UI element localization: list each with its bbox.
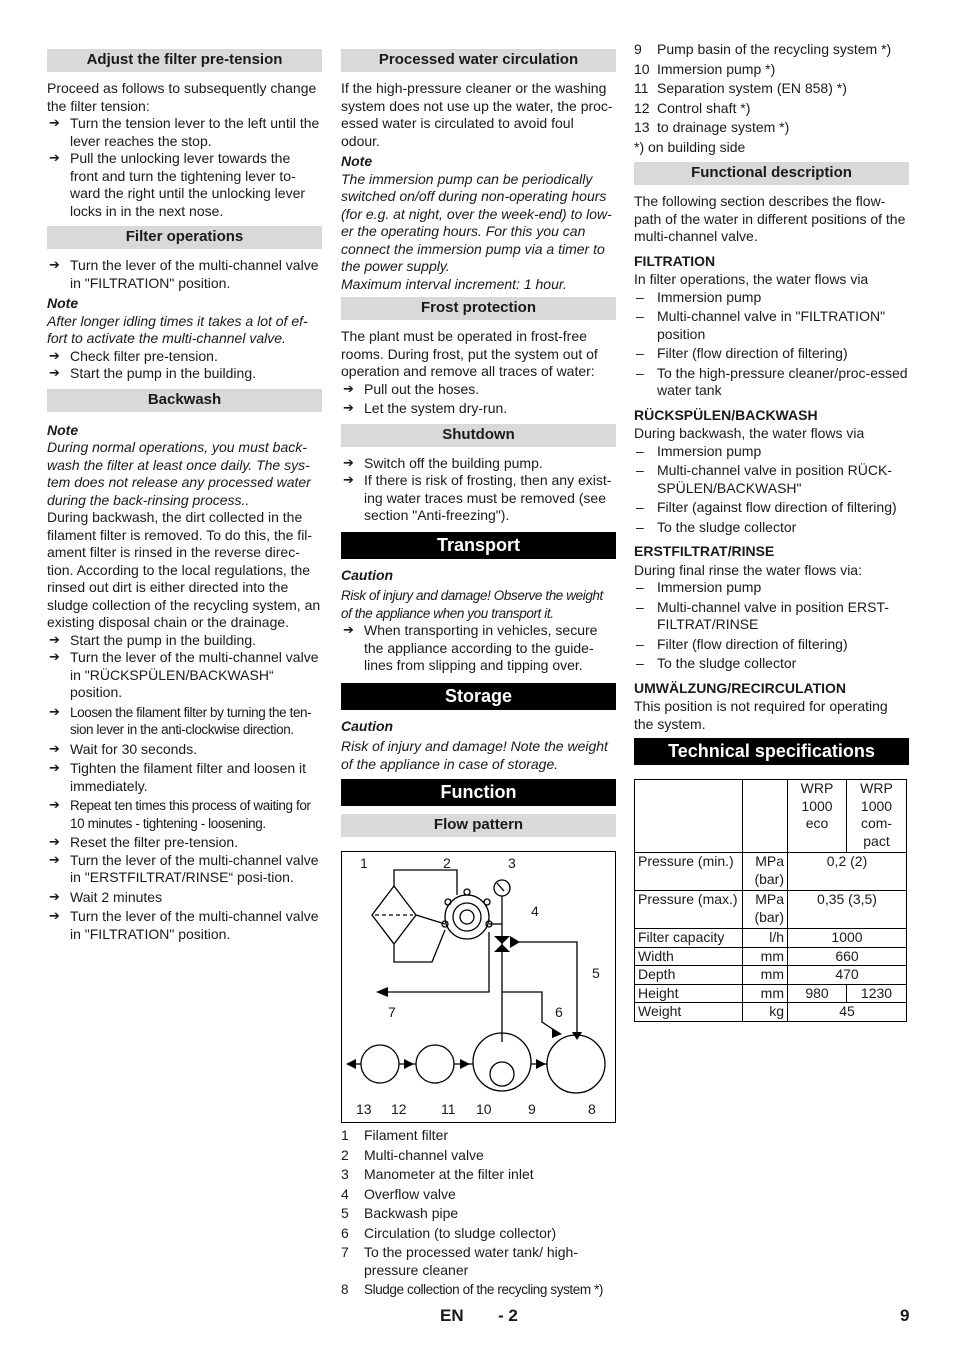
recirculation-text: This position is not required for operating the system. (634, 698, 888, 732)
legend-item: 5 Backwash pipe (341, 1205, 459, 1221)
diagram-label-1: 1 (360, 855, 368, 871)
backwash-intro: During backwash, the water flows via (634, 425, 865, 441)
section-title-backwash: Backwash (47, 389, 322, 412)
footer-page-ref: - 2 (498, 1306, 518, 1325)
filter-ops-note: After longer idling times it takes a lot of ef-fort to activate the multi-channel valve. (47, 312, 308, 346)
legend-item: 4 Overflow valve (341, 1185, 456, 1202)
section-title-filter-operations: Filter operations (47, 226, 322, 249)
legend-item: 7 To the processed water tank/ high-pressure cleaner (341, 1244, 579, 1278)
table-row: Depth mm 470 (635, 966, 907, 985)
table-header-row (635, 780, 907, 853)
filtration-item: – Filter (flow direction of filtering) (634, 345, 909, 363)
table-row: Pressure (min.) MPa (bar) 0,2 (2) (635, 853, 907, 891)
immersion-pump-shape (490, 1062, 514, 1086)
note-label: Note (47, 421, 79, 438)
rinse-item: – Immersion pump (634, 579, 909, 597)
diagram-label-12: 12 (391, 1101, 407, 1117)
filtration-intro: In filter operations, the water flows via (634, 271, 869, 287)
footer-page-number: 9 (900, 1306, 910, 1325)
transport-caution: Risk of injury and damage! Observe the weight of the appliance when you transport it. (341, 588, 603, 621)
filtration-item: – Multi-channel valve in "FILTRATION" position (634, 308, 909, 343)
legend-item: 11 Separation system (EN 858) *) (634, 80, 847, 96)
legend-item: 3 Manometer at the filter inlet (341, 1166, 534, 1182)
pwc-note: The immersion pump can be periodically switched on/off during non-operating hours (for e.g. at night, over the week-end) to low-er the operating hours. For this you can connect the immersion pump via a timer to the power supply. (341, 170, 612, 274)
backwash-heading: RÜCKSPÜLEN/BACKWASH (634, 406, 818, 423)
func-desc-text: The following section describes the flow-path of the water in different positions of the multi-channel valve. (634, 193, 906, 244)
rinse-item: – Multi-channel valve in position ERST-FILTRAT/RINSE (634, 599, 909, 634)
legend-item: 2 Multi-channel valve (341, 1146, 484, 1163)
separation-system-shape (416, 1045, 454, 1083)
diagram-label-9: 9 (528, 1101, 536, 1117)
flow-diagram-svg (342, 852, 615, 1122)
section-title-frost: Frost protection (341, 297, 616, 320)
section-title-technical-specifications: Technical specifications (634, 738, 909, 765)
header-wrp-eco: WRP 1000 eco (788, 780, 847, 853)
rinse-intro: During final rinse the water flows via: (634, 561, 862, 578)
backwash-note: During normal operations, you must back-wash the filter at least once daily. The sys-tem does not release any processed water during the back-rinsing process.. (47, 439, 311, 508)
diagram-label-4: 4 (531, 903, 539, 919)
backwash-step: ➔ Turn the lever of the multi-channel valve in "RÜCKSPÜLEN/BACKWASH“ position. (47, 649, 322, 702)
column-2 (341, 45, 616, 1299)
diagram-label-11: 11 (441, 1101, 456, 1117)
adjust-step-1: ➔ Turn the tension lever to the left until the lever reaches the stop. (47, 115, 322, 150)
section-title-processed-water: Processed water circulation (341, 49, 616, 72)
backwash-step: ➔ Turn the lever of the multi-channel valve in "FILTRATION" position. (47, 908, 322, 943)
backwash-step: ➔ Reset the filter pre-tension. (47, 834, 322, 852)
building-side-note: *) on building side (634, 138, 746, 155)
legend-item: 10 Immersion pump *) (634, 60, 776, 77)
diagram-label-10: 10 (476, 1101, 492, 1117)
filter-ops-step-2: ➔ Check filter pre-tension. (47, 348, 322, 366)
backwash-text: During backwash, the dirt collected in the filament filter is removed. To do this, the fil-ament filter is rinsed in the reverse direc-tion. According to the local regulations, the rinsed out dirt is either directed into the sludge collection of the recycling system, an existing disposal chain or the drainage. (47, 509, 321, 630)
table-row: Filter capacity l/h 1000 (635, 929, 907, 948)
section-title-functional-description: Functional description (634, 162, 909, 185)
pwc-text: If the high-pressure cleaner or the washing system does not use up the water, the proc-essed water is circulated to avoid foul odour. (341, 80, 613, 149)
caution-label: Caution (341, 566, 394, 583)
recirculation-heading: UMWÄLZUNG/RECIRCULATION (634, 679, 847, 696)
shutdown-step: ➔ If there is risk of frosting, then any exist-ing water traces must be removed (see section "Anti-freezing"). (341, 472, 616, 525)
legend-item: 6 Circulation (to sludge collector) (341, 1224, 557, 1241)
section-title-flow-pattern: Flow pattern (341, 814, 616, 837)
table-row: Height mm 980 1230 (635, 984, 907, 1003)
frost-text: The plant must be operated in frost-free rooms. During frost, put the system out of operation and remove all traces of water: (341, 328, 598, 379)
diagram-label-5: 5 (592, 965, 600, 981)
table-row: Pressure (max.) MPa (bar) 0,35 (3,5) (635, 891, 907, 929)
spec-table (634, 779, 907, 1022)
legend-item: 8 Sludge collection of the recycling system *) (341, 1282, 604, 1297)
transport-step: ➔ When transporting in vehicles, secure the appliance according to the guide-lines from slipping and tipping over. (341, 622, 616, 675)
backwash-item: – To the sludge collector (634, 519, 909, 537)
note-label: Note (47, 295, 79, 311)
rinse-item: – Filter (flow direction of filtering) (634, 636, 909, 654)
diagram-label-3: 3 (508, 855, 516, 871)
frost-step: ➔ Let the system dry-run. (341, 400, 616, 418)
adjust-intro: Proceed as follows to subsequently change the filter tension: (47, 80, 317, 114)
backwash-step: ➔ Start the pump in the building. (47, 632, 322, 650)
shutdown-step: ➔ Switch off the building pump. (341, 455, 616, 473)
pwc-interval: Maximum interval increment: 1 hour. (341, 275, 567, 292)
legend-item: 12 Control shaft *) (634, 99, 751, 116)
section-title-shutdown: Shutdown (341, 424, 616, 447)
legend-item: 9 Pump basin of the recycling system *) (634, 41, 892, 57)
backwash-step: ➔ Tighten the filament filter and loosen it immediately. (47, 760, 322, 795)
column-3 (634, 41, 909, 1022)
backwash-item: – Multi-channel valve in position RÜCK-SPÜLEN/BACKWASH" (634, 462, 909, 497)
backwash-step: ➔ Repeat ten times this process of waiting for 10 minutes - tightening - loosening. (47, 797, 322, 832)
backwash-step: ➔ Wait 2 minutes (47, 889, 322, 907)
filter-ops-step-3: ➔ Start the pump in the building. (47, 365, 322, 383)
backwash-step: ➔ Turn the lever of the multi-channel valve in "ERSTFILTRAT/RINSE“ posi-tion. (47, 852, 322, 887)
section-title-storage: Storage (341, 683, 616, 710)
backwash-step: ➔ Loosen the filament filter by turning the ten-sion lever in the anti-clockwise direction. (47, 704, 322, 739)
diagram-label-13: 13 (356, 1101, 372, 1117)
filtration-item: – Immersion pump (634, 289, 909, 307)
table-row: Width mm 660 (635, 947, 907, 966)
section-title-function: Function (341, 779, 616, 806)
backwash-item: – Filter (against flow direction of filtering) (634, 499, 909, 517)
caution-label: Caution (341, 717, 394, 734)
legend-item: 13 to drainage system *) (634, 119, 790, 135)
rinse-heading: ERSTFILTRAT/RINSE (634, 543, 775, 559)
diagram-label-8: 8 (588, 1101, 596, 1117)
backwash-step: ➔ Wait for 30 seconds. (47, 741, 322, 759)
adjust-step-2: ➔ Pull the unlocking lever towards the front and turn the tightening lever to-ward the right until the unlocking lever locks in in the next nose. (47, 150, 322, 220)
diagram-label-6: 6 (555, 1004, 563, 1020)
filtration-item: – To the high-pressure cleaner/proc-essed water tank (634, 365, 909, 400)
footer-language: EN (440, 1306, 464, 1325)
legend-list (341, 1127, 616, 1299)
legend-item: 1 Filament filter (341, 1127, 449, 1143)
section-title-adjust: Adjust the filter pre-tension (47, 49, 322, 72)
sludge-collection-shape (547, 1035, 605, 1093)
filter-ops-step: ➔ Turn the lever of the multi-channel valve in "FILTRATION" position. (47, 257, 322, 292)
storage-caution: Risk of injury and damage! Note the weight of the appliance in case of storage. (341, 738, 608, 772)
diagram-label-2: 2 (443, 855, 451, 871)
frost-step: ➔ Pull out the hoses. (341, 381, 616, 399)
section-title-transport: Transport (341, 532, 616, 559)
rinse-item: – To the sludge collector (634, 655, 909, 673)
column-1 (47, 45, 322, 943)
diagram-label-7: 7 (388, 1004, 396, 1020)
table-row: Weight kg 45 (635, 1003, 907, 1022)
backwash-item: – Immersion pump (634, 443, 909, 461)
flow-pattern-diagram (341, 851, 616, 1123)
control-shaft-shape (361, 1045, 399, 1083)
filtration-heading: FILTRATION (634, 252, 716, 269)
header-wrp-compact: WRP 1000 com-pact (847, 780, 907, 853)
overflow-valve-shape (494, 936, 510, 944)
note-label: Note (341, 153, 373, 169)
